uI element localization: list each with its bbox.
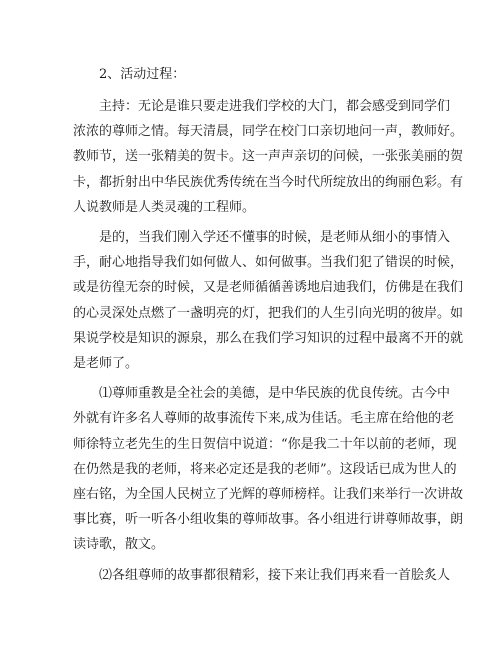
text-line: 手，耐心地指导我们如何做人、如何做事。当我们犯了错误的时候， [73, 255, 464, 271]
text-line: 外就有许多名人尊师的故事流传下来,成为佳话。毛主席在给他的老 [73, 411, 455, 427]
text-line: 是的，当我们刚入学还不懂事的时候，是老师从细小的事情入 [99, 230, 451, 246]
text-line: 果说学校是知识的源泉，那么在我们学习知识的过程中最离不开的就 [73, 330, 464, 346]
text-line: ⑵各组尊师的故事都很精彩，接下来让我们再来看一首脍炙人 [99, 567, 451, 583]
text-line: 主持：无论是谁只要走进我们学校的大门，都会感受到同学们 [99, 99, 451, 114]
text-line: 或是彷徨无奈的时候，又是老师循循善诱地启迪我们，仿佛是在我们 [73, 280, 464, 296]
paragraph-respect-teachers [73, 381, 464, 557]
text-line: 卡，都折射出中华民族优秀传统在当今时代所绽放出的绚丽色彩。有 [73, 174, 464, 190]
text-line: 是老师了。 [73, 356, 139, 372]
text-line: 教师节，送一张精美的贺卡。这一声声亲切的问候，一张张美丽的贺 [73, 149, 464, 165]
text-line: 人说教师是人类灵魂的工程师。 [73, 199, 256, 215]
paragraph-host-intro [73, 94, 464, 220]
section-heading: 2、活动过程： [99, 67, 186, 82]
paragraph-stories [73, 563, 451, 588]
document-body [73, 62, 464, 593]
text-line: 浓浓的尊师之情。每天清晨，同学在校门口亲切地问一声，教师好。 [73, 124, 464, 140]
paragraph-teacher-role [73, 225, 464, 376]
text-line: ⑴尊师重教是全社会的美德，是中华民族的优良传统。古今中 [99, 386, 451, 402]
text-line: 座右铭，为全国人民树立了光辉的尊师榜样。让我们来举行一次讲故 [73, 487, 464, 503]
text-line: 在仍然是我的老师，将来必定还是我的老师”。这段话已成为世人的 [73, 461, 457, 477]
text-line: 的心灵深处点燃了一盏明亮的灯，把我们的人生引向光明的彼岸。如 [73, 305, 464, 321]
text-line: 师徐特立老先生的生日贺信中说道：“你是我二十年以前的老师，现 [73, 436, 457, 452]
text-line: 事比赛，听一听各小组收集的尊师故事。各小组进行讲尊师故事，朗 [73, 512, 464, 528]
text-line: 读诗歌，散文。 [73, 537, 165, 553]
